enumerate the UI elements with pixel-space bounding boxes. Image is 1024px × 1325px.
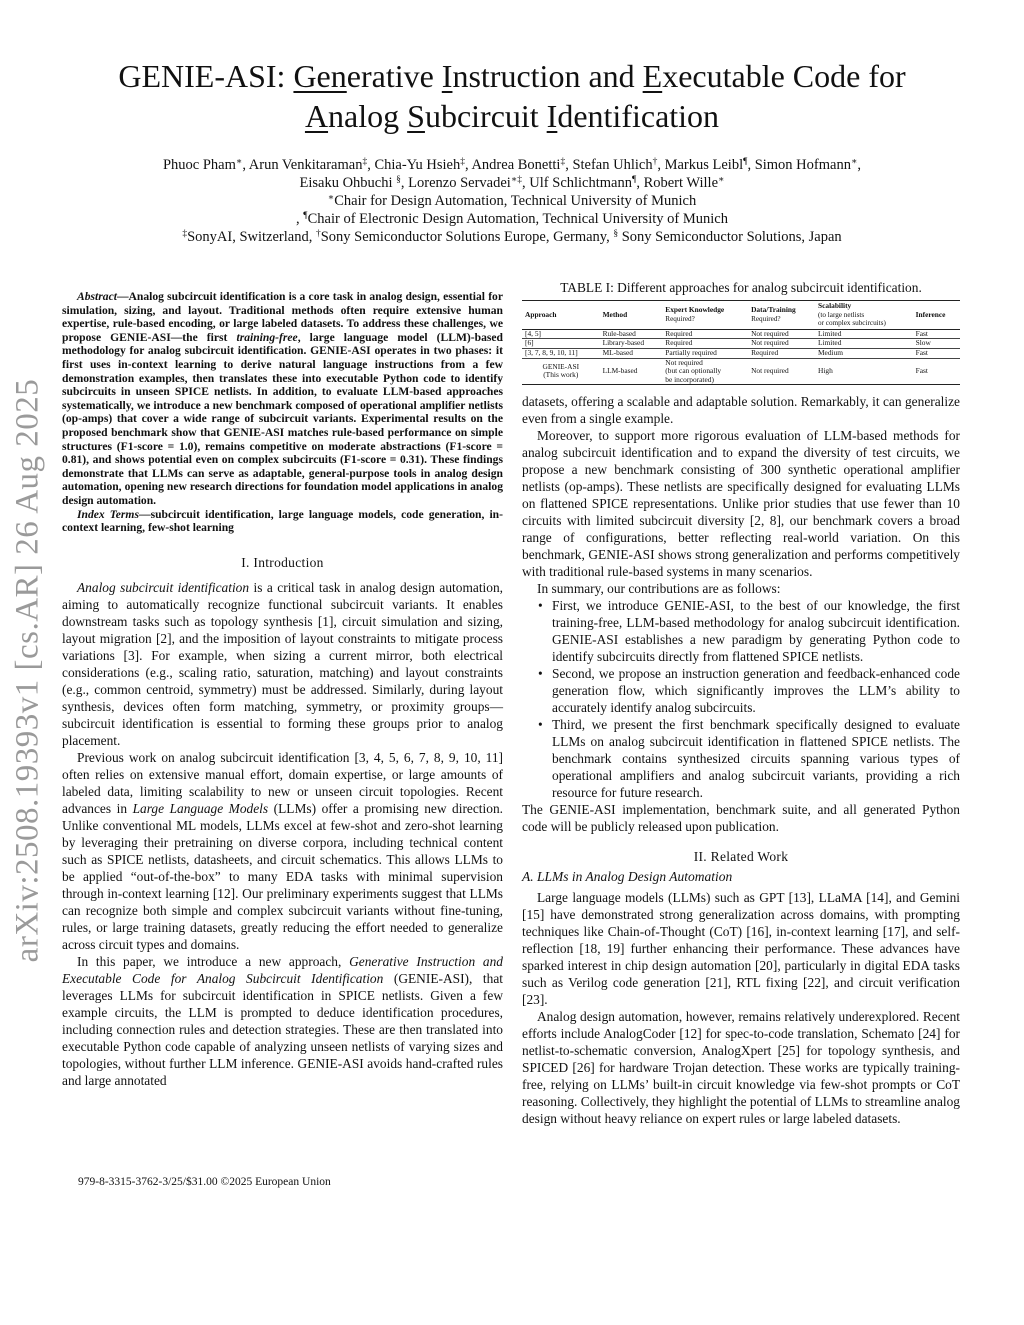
title-line-2: [60, 96, 964, 136]
author-separator: ,: [400, 175, 409, 191]
header-data: [748, 301, 815, 330]
table-cell: Medium: [817, 347, 844, 357]
table-cell: Library-based: [602, 338, 645, 348]
table-cell: [522, 358, 600, 385]
author-separator: ,: [565, 157, 573, 173]
title-text: GENIE-ASI:: [118, 58, 294, 94]
table-cell: Required: [751, 347, 779, 357]
title-underlined: Gen: [293, 58, 347, 94]
affiliation-mark: †: [315, 229, 321, 239]
intro-italic: Generative Instruction and Executable Code for Analog Subcircuit Identification: [62, 953, 503, 986]
table-cell: [3, 7, 8, 9, 10, 11]: [525, 347, 578, 357]
intro-text: Previous work on analog subcircuit identification [3, 4, 5, 6, 7, 8, 9, 10, 11] often relies on extensive manual effort, domain expertise, or large amounts of labeled data, limiting scalability to new or unseen circuit topologies. Recent advances in: [62, 749, 503, 816]
right-paragraph-release: The GENIE-ASI implementation, benchmark suite, and all generated Python code will be publicly released upon publication.: [522, 802, 960, 835]
abstract-italic: training-free: [236, 330, 298, 344]
author-row-2: [60, 174, 964, 192]
author-mark: ∗: [850, 157, 858, 167]
title-underlined: E: [642, 58, 663, 94]
table-cell: LLM-based: [602, 366, 638, 376]
index-terms: [62, 508, 503, 535]
title-text: erative: [346, 58, 442, 94]
author-name: Lorenzo Servadei: [408, 175, 511, 191]
author-mark: †: [652, 157, 658, 167]
author-separator: ,: [367, 157, 375, 173]
header-data-label: Data/Training: [751, 305, 796, 315]
affiliation-text: Chair for Design Automation, Technical University of Munich: [334, 193, 697, 209]
table-body: [522, 329, 960, 385]
header-approach: Approach: [525, 309, 557, 319]
right-column: [522, 280, 960, 1127]
index-terms-text: subcircuit identification, large language models, code generation, in-context learning, few-shot learning: [62, 507, 503, 535]
title-underlined: I: [441, 58, 453, 94]
table-header-row: [522, 301, 960, 330]
author-separator: ,: [747, 157, 755, 173]
contribution-item: • Third, we present the first benchmark specifically designed to evaluate LLMs on analog subcircuit identification in flattened SPICE netlists. The benchmark contains synthesized circuits spanning various types of operational amplifiers and analog subcircuit variants, providing a rich resource for future research.: [552, 716, 960, 801]
author-separator: ,: [636, 175, 644, 191]
table-cell: Limited: [817, 338, 842, 348]
title-underlined: A: [304, 98, 329, 134]
intro-paragraph-3: [62, 953, 503, 1089]
intro-text: In this paper, we introduce a new approach,: [77, 953, 350, 969]
title-text: dentification: [557, 98, 720, 134]
contribution-list: [522, 597, 960, 801]
author-mark: ¶: [743, 157, 748, 167]
affiliation-text: SonyAI, Switzerland,: [187, 229, 316, 245]
author-name: Arun Venkitaraman: [248, 157, 363, 173]
author-mark: ∗: [235, 157, 243, 167]
author-name: Andrea Bonetti: [471, 157, 561, 173]
table-cell: [662, 358, 748, 385]
header-expert-label: Expert Knowledge: [665, 305, 725, 315]
affiliation-text: Sony Semiconductor Solutions, Japan: [618, 229, 842, 245]
author-separator: ,: [657, 157, 665, 173]
header-scalability: [815, 301, 913, 330]
cell-text: GENIE-ASI: [542, 361, 580, 371]
author-name: Robert Wille: [643, 175, 719, 191]
intro-italic: Analog subcircuit identification: [77, 579, 250, 595]
header-inference: Inference: [915, 309, 946, 319]
index-terms-label: Index Terms: [77, 507, 139, 521]
author-name: Phuoc Pham: [162, 157, 236, 173]
intro-text: (GENIE-ASI), that leverages LLMs for subcircuit identification in SPICE netlists. Given a few example circuits, the LLM is prompted to deduce identification procedures, including connection rules and detection strategies. These are then translated into executable Python code capable of analyzing unseen netlists of varying sizes and topologies, without further LLM inference. GENIE-ASI avoids hand-crafted rules and large annotated: [62, 970, 503, 1088]
table-cell: Slow: [915, 338, 931, 348]
table-row: [522, 348, 960, 358]
table-row-genie: [522, 358, 960, 385]
author-name: Ulf Schlichtmann: [529, 175, 632, 191]
intro-text: (LLMs) offer a promising new direction. Unlike conventional ML models, LLMs excel at few-shot and zero-shot learning by leveraging their pretraining on diverse corpora, including technical content such as SPICE netlists, datasheets, and circuit schematics. This allows LLMs to be applied “out-of-the-box” to many EDA tasks with minimal supervision through in-context learning [12]. Our preliminary experiments suggest that LLMs can recognize both simple and complex subcircuit variants without fine-tuning, rules, or large training datasets, greatly reducing the effort needed to generalize across circuit types and domains.: [62, 800, 503, 952]
intro-paragraph-1: [62, 579, 503, 749]
related-paragraph-analog: Analog design automation, however, remains relatively underexplored. Recent efforts include AnalogCoder [12] for spec-to-code translation, Schemato [24] for netlist-to-schematic conversion, AnalogXpert [25] for topology synthesis, and SPICED [26] for hardware Trojan detection. These works are typically training-free, relying on LLMs’ built-in circuit knowledge via few-shot prompts or CoT reasoning. Collectively, they highlight the potential of LLMs to streamline analog design without heavy reliance on expert rules or large labeled datasets.: [522, 1009, 960, 1127]
right-paragraph-benchmark: Moreover, to support more rigorous evaluation of LLM-based methods for analog subcircuit identification and to expand the diversity of test circuits, we propose a new benchmark consisting of 300 synthetic operational amplifier netlists (op-amps). These netlists are specifically designed for evaluating LLMs on flattened SPICE representations. Unlike prior studies that use fewer than 10 circuits with limited subcircuit diversity [2, 8], our benchmark covers a broad range of configurations, better reflecting real-world variation. On this benchmark, GENIE-ASI shows strong generalization and performs competitively with traditional rule-based systems in many scenarios.: [522, 428, 960, 580]
table-cell: Fast: [915, 366, 928, 376]
abstract-label: Abstract: [77, 290, 117, 303]
contribution-item: • Second, we propose an instruction generation and feedback-enhanced code generation flow, which significantly improves the LLM’s ability to accurately identify analog subcircuits.: [552, 665, 960, 716]
title-line-1: [60, 56, 964, 96]
author-name: Simon Hofmann: [754, 157, 851, 173]
table-cell: ML-based: [602, 347, 633, 357]
author-mark: ‡: [460, 157, 465, 167]
title-text: nstruction and: [452, 58, 643, 94]
cell-text: be incorporated): [665, 374, 714, 384]
author-name: Chia-Yu Hsieh: [374, 157, 461, 173]
header-data-sub: Required?: [751, 314, 781, 323]
related-paragraph-llms: Large language models (LLMs) such as GPT [13], LLaMA [14], and Gemini [15] have demonstrated strong generalization across domains, with prompting techniques like Chain-of-Thought (CoT) [16], in-context learning [17], and self-reflection [18, 19] further enhancing their performance. These advances have sparked interest in chip design automation [20], particularly in digital EDA tasks such as Verilog code generation [21], RTL fixing [22], and circuit verification [23].: [522, 890, 960, 1008]
author-mark: ‡: [362, 157, 368, 167]
section-heading-related-work: II. Related Work: [693, 849, 789, 865]
section-heading-introduction: I. Introduction: [241, 554, 324, 570]
table-cell: Partially required: [665, 347, 717, 357]
title-text: nalog: [328, 98, 408, 134]
table-cell: Not required: [751, 328, 789, 338]
author-mark: ∗‡: [510, 175, 523, 185]
intro-italic: Large Language Models: [132, 800, 269, 816]
author-mark: ‡: [560, 157, 566, 167]
approaches-table: [522, 300, 960, 385]
table-cell: Limited: [817, 328, 842, 338]
right-paragraph-continued: datasets, offering a scalable and adaptable solution. Remarkably, it can generalize even from a single example.: [522, 394, 960, 427]
author-separator: ,: [465, 157, 472, 173]
author-name: Stefan Uhlich: [572, 157, 653, 173]
affiliation-text: Sony Semiconductor Solutions Europe, Germany,: [320, 229, 614, 245]
copyright-footnote: 979-8-3315-3762-3/25/$31.00 ©2025 European Union: [78, 1176, 331, 1188]
affiliation-text: ,: [296, 211, 304, 227]
table-cell: [6]: [525, 338, 534, 348]
left-column: [62, 290, 503, 1089]
author-block: [60, 156, 964, 246]
arxiv-stamp: [8, 370, 48, 970]
table-cell: Rule-based: [602, 328, 636, 338]
table-cell: Required: [665, 338, 693, 348]
affiliation-text: Chair of Electronic Design Automation, Technical University of Munich: [307, 211, 728, 227]
table-cell: Fast: [915, 328, 928, 338]
table-caption: TABLE I: Different approaches for analog subcircuit identification.: [560, 280, 922, 295]
header-method: Method: [602, 309, 628, 319]
paper-title: [60, 56, 964, 136]
cell-text: (but can optionally: [665, 366, 722, 376]
header-expert: [662, 301, 748, 330]
affiliation-1: [60, 192, 964, 210]
author-separator: ,: [857, 157, 862, 173]
author-mark: §: [396, 175, 401, 185]
abstract-dash: —: [116, 290, 129, 303]
header-scalability-sub: (to large netlists: [817, 310, 865, 319]
table-row: [522, 329, 960, 339]
title-underlined: S: [407, 98, 425, 134]
table-cell: High: [817, 366, 833, 376]
table-cell: Required: [665, 328, 693, 338]
author-mark: ∗: [718, 175, 725, 185]
table-cell: [4, 5]: [525, 328, 542, 338]
affiliation-mark: ∗: [327, 193, 335, 203]
cell-text: (This work): [543, 370, 579, 380]
contribution-item: • First, we introduce GENIE-ASI, to the best of our knowledge, the first training-free, LLM-based methodology for analog subcircuit identification. GENIE-ASI establishes a new paradigm by generating Python code to identify subcircuits directly from flattened SPICE netlists.: [552, 597, 960, 665]
header-scalability-label: Scalability: [817, 301, 852, 310]
author-row-1: [60, 156, 964, 174]
author-mark: ¶: [632, 175, 637, 185]
affiliation-3: [60, 228, 964, 246]
author-name: Markus Leibl: [664, 157, 744, 173]
abstract: [62, 290, 503, 508]
index-terms-dash: —: [138, 507, 151, 521]
subsection-heading-llms: A. LLMs in Analog Design Automation: [522, 869, 733, 885]
title-text: ubcircuit: [424, 98, 547, 134]
author-separator: ,: [242, 157, 249, 173]
table-cell: Fast: [915, 347, 928, 357]
header-scalability-sub: or complex subcircuits): [817, 319, 886, 328]
affiliation-mark: §: [613, 229, 619, 239]
arxiv-id: arXiv:2508.19393v1 [cs.AR] 26 Aug 2025: [9, 378, 46, 962]
cell-text: Not required: [665, 357, 703, 367]
table-row: [522, 339, 960, 349]
table-cell: Not required: [751, 338, 789, 348]
abstract-text: Analog subcircuit identification is a core task in analog design, essential for simulation, sizing, and layout. Traditional methods often require extensive human expertise, rule-based encoding, or large labeled datasets. To address these challenges, we propose GENIE-ASI—the first: [62, 290, 503, 344]
affiliation-2: [60, 210, 964, 228]
author-name: Eisaku Ohbuchi: [299, 175, 397, 191]
author-separator: ,: [522, 175, 530, 191]
intro-paragraph-2: [62, 749, 503, 953]
table-cell: Not required: [751, 366, 789, 376]
right-paragraph-summary: In summary, our contributions are as follows:: [537, 581, 781, 597]
affiliation-mark: ¶: [303, 211, 308, 221]
title-underlined: I: [546, 98, 558, 134]
intro-text: is a critical task in analog design automation, aiming to automatically recognize functional subcircuit variants. It enables downstream tasks such as topology synthesis [1], circuit simulation and sizing, layout migration [2], and the imposition of layout constraints to mitigate process variations [3]. For example, when sizing a current mirror, both electrical considerations (e.g., scaling ratio, saturation, matching) and layout constraints (e.g., common centroid, symmetry) must be addressed. Similarly, during layout synthesis, devices often form matching, symmetry, or proximity groups—subcircuit identification is essential to forming these groups prior to analog placement.: [62, 579, 503, 748]
abstract-text: , large language model (LLM)-based methodology for analog subcircuit identification. GENIE-ASI operates in two phases: it first uses in-context learning to derive natural language instructions from a few demonstration examples, then translates these into executable Python code to identify subcircuits in unseen SPICE netlists. In addition, to evaluate LLM-based approaches systematically, we introduce a new benchmark composed of operational amplifier netlists (op-amps) that cover a wide range of subcircuit variants. Experimental results on the proposed benchmark show that GENIE-ASI matches rule-based performance on simple structures (F1-score = 1.0), remains competitive on moderate abstractions (F1-score = 0.81), and shows potential even on complex subcircuits (F1-score = 0.31). These findings demonstrate that LLMs can serve as adaptable, general-purpose tools in analog design automation, opening new research directions for foundation model applications in analog design automation.: [62, 330, 503, 507]
title-text: xecutable Code for: [662, 58, 906, 94]
header-expert-sub: Required?: [665, 314, 695, 323]
affiliation-mark: ‡: [182, 229, 188, 239]
